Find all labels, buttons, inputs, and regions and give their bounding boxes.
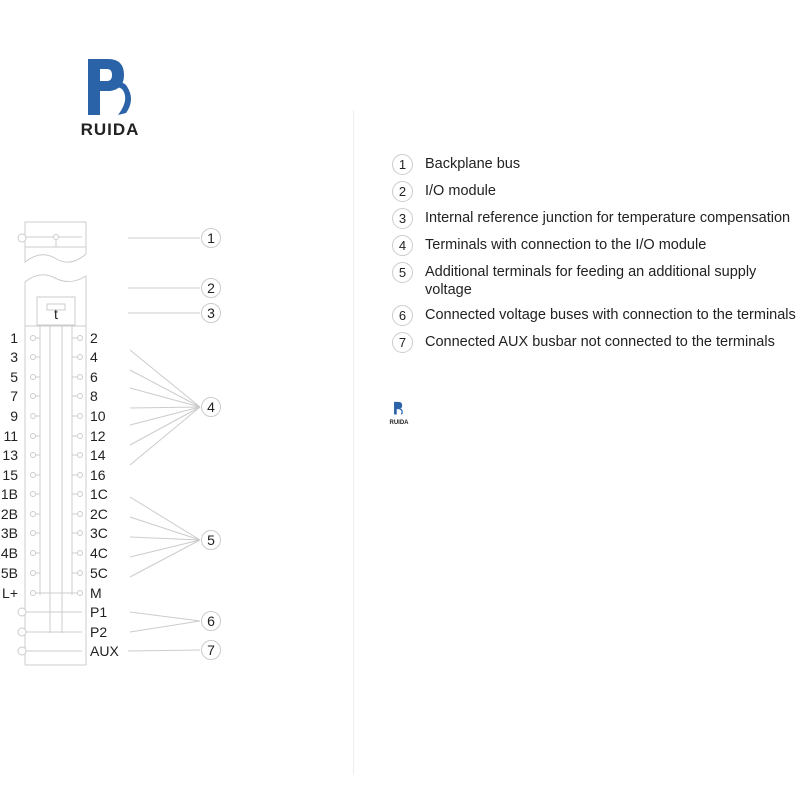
terminal-icon <box>31 375 36 380</box>
terminal-label-right: AUX <box>90 643 119 659</box>
terminal-label-right: 12 <box>90 428 106 444</box>
legend-text: Terminals with connection to the I/O module <box>425 237 707 253</box>
small-ruida-logo <box>386 401 412 426</box>
terminal-icon <box>78 355 83 360</box>
leader-line <box>130 537 200 540</box>
legend-item <box>392 209 800 229</box>
callout-number: 6 <box>207 613 215 629</box>
terminal-icon <box>31 571 36 576</box>
terminal-label-left: 15 <box>2 467 18 483</box>
terminal-icon <box>78 571 83 576</box>
small-logo-text: RUIDA <box>389 420 409 426</box>
terminal-icon <box>31 591 36 596</box>
module-outline <box>18 222 86 665</box>
terminal-label-right: 14 <box>90 447 106 463</box>
terminal-icon <box>31 473 36 478</box>
terminal-icon <box>31 512 36 517</box>
callout-number: 1 <box>207 230 215 246</box>
terminal-label-left: L+ <box>2 585 18 601</box>
leader-line <box>128 650 200 651</box>
legend-number: 2 <box>392 181 413 202</box>
terminal-label-right: 4C <box>90 545 108 561</box>
terminal-icon <box>78 591 83 596</box>
legend-number: 3 <box>392 208 413 229</box>
terminal-label-right: 16 <box>90 467 106 483</box>
terminal-label-right: 5C <box>90 565 108 581</box>
terminal-icon <box>78 434 83 439</box>
terminal-icon <box>31 434 36 439</box>
terminal-icon <box>31 551 36 556</box>
terminal-label-right: 6 <box>90 369 98 385</box>
legend-number: 4 <box>392 235 413 256</box>
terminal-label-left: 5 <box>10 369 18 385</box>
terminal-label-left: 13 <box>2 447 18 463</box>
terminal-icon <box>31 336 36 341</box>
terminal-label-right: P1 <box>90 604 108 620</box>
leader-line <box>130 540 200 577</box>
terminal-icon <box>31 531 36 536</box>
terminal-label-left: 1B <box>0 486 18 502</box>
legend-item <box>392 333 800 353</box>
logo-text: RUIDA <box>80 120 140 139</box>
leader-line <box>130 497 200 540</box>
terminal-label-left: 1 <box>10 330 18 346</box>
leader-line <box>130 370 200 407</box>
legend-number: 6 <box>392 305 413 326</box>
terminal-label-right: 2 <box>90 330 98 346</box>
terminal-icon <box>31 355 36 360</box>
leader-line <box>130 612 200 621</box>
callout-number: 5 <box>207 532 215 548</box>
callout-number: 7 <box>207 642 215 658</box>
legend-item <box>392 155 800 175</box>
callout-number: 3 <box>207 305 215 321</box>
terminal-label-left: 7 <box>10 388 18 404</box>
divider <box>353 110 354 775</box>
callout-number: 4 <box>207 399 215 415</box>
legend-list <box>392 155 800 360</box>
small-logo-mark-icon <box>392 401 406 415</box>
terminal-label-left: 2B <box>0 506 18 522</box>
terminal-label-left: 4B <box>0 545 18 561</box>
legend-number: 7 <box>392 332 413 353</box>
terminal-label-right: 3C <box>90 525 108 541</box>
terminal-icon <box>78 531 83 536</box>
terminal-label-right: 8 <box>90 388 98 404</box>
io-module-diagram <box>0 0 350 800</box>
leader-line <box>130 407 200 408</box>
leader-line <box>130 407 200 445</box>
terminal-icon <box>78 375 83 380</box>
terminal-icon <box>78 512 83 517</box>
terminal-icon <box>78 551 83 556</box>
terminal-icon <box>78 394 83 399</box>
terminal-label-right: 1C <box>90 486 108 502</box>
leader-line <box>130 350 200 407</box>
terminal-icon <box>31 414 36 419</box>
leader-line <box>130 540 200 557</box>
leader-line <box>130 388 200 407</box>
terminal-label-right: M <box>90 585 102 601</box>
terminal-icon <box>78 492 83 497</box>
legend-number: 1 <box>392 154 413 175</box>
legend-text: I/O module <box>425 183 496 199</box>
terminal-label-left: 5B <box>0 565 18 581</box>
terminal-label-left: 3B <box>0 525 18 541</box>
terminal-icon <box>78 453 83 458</box>
sensor-label: t <box>54 306 58 322</box>
legend-text: Internal reference junction for temperature compensation <box>425 210 791 226</box>
leader-line <box>130 517 200 540</box>
terminal-icon <box>78 473 83 478</box>
terminal-icon <box>31 453 36 458</box>
terminal-icon <box>78 414 83 419</box>
callout-number: 2 <box>207 280 215 296</box>
terminal-label-left: 3 <box>10 349 18 365</box>
terminal-icon <box>31 394 36 399</box>
legend-item <box>392 182 800 202</box>
legend-number: 5 <box>392 262 413 283</box>
terminal-label-left: 9 <box>10 408 18 424</box>
legend-item <box>392 306 800 326</box>
legend-text: Connected AUX busbar not connected to the terminals <box>425 334 775 350</box>
terminal-label-right: 2C <box>90 506 108 522</box>
terminal-icon <box>31 492 36 497</box>
legend-text: Connected voltage buses with connection to the terminals <box>425 307 796 323</box>
terminal-icon <box>78 336 83 341</box>
legend-text: Additional terminals for feeding an additional supply voltage <box>425 264 757 298</box>
terminal-label-right: 4 <box>90 349 98 365</box>
terminal-label-left: 11 <box>3 428 18 444</box>
terminal-label-right: P2 <box>90 624 108 640</box>
legend-item <box>392 263 800 299</box>
legend-item <box>392 236 800 256</box>
legend-text: Backplane bus <box>425 156 521 172</box>
terminal-label-right: 10 <box>90 408 106 424</box>
leader-line <box>130 621 200 632</box>
